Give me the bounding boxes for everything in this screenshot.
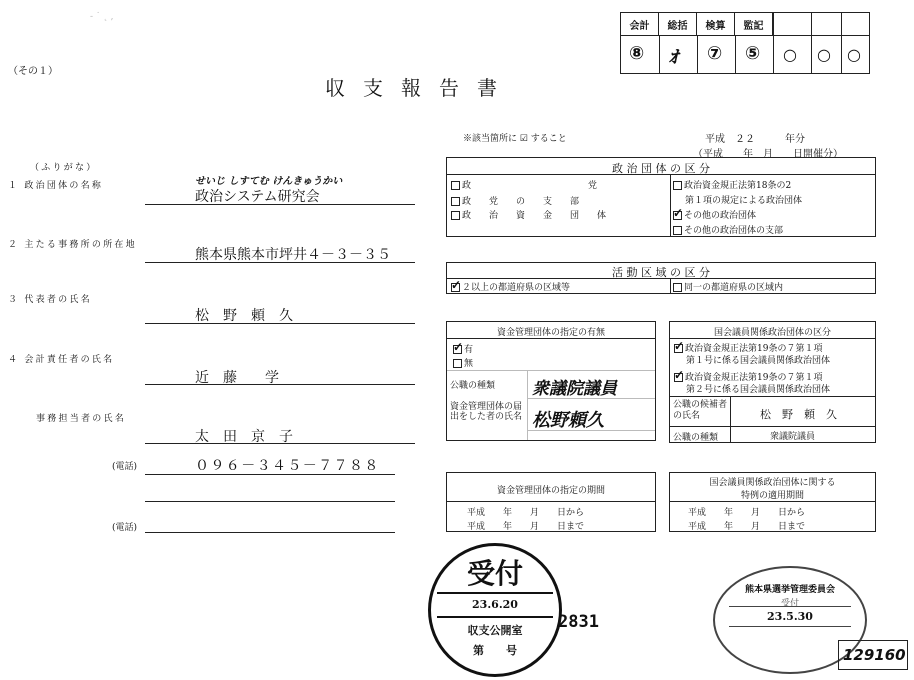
diet-title: 国会議員関係政治団体の区分	[713, 328, 831, 338]
diet-candidate-value: 松 野 頼 久	[760, 408, 837, 421]
diet-member-box	[669, 321, 876, 443]
special-period-to: 平成 年 月 日まで	[688, 522, 806, 532]
acct-label: ４ 会計責任者の氏名	[8, 355, 115, 365]
approval-header-3: 監記	[735, 13, 773, 35]
special-period-from: 平成 年 月 日から	[688, 508, 806, 518]
checkbox[interactable]	[673, 283, 682, 292]
approval-header-1: 総括	[659, 13, 697, 35]
diet-office-label: 公職の種類	[673, 433, 719, 443]
check-note: ※該当箇所に ☑ すること	[463, 134, 567, 144]
checkbox[interactable]	[451, 181, 460, 190]
checkbox-checked[interactable]	[453, 345, 462, 354]
stamp1-title: 受付	[466, 557, 523, 590]
period-sub: （平成 年 月 日開催分）	[693, 149, 843, 160]
approval-mark-3: ⑤	[745, 43, 761, 64]
period-year: 平成 ２２ 年分	[705, 134, 805, 145]
stamp1-no-label: 第 号	[473, 644, 517, 657]
fund-office-value: 衆議院議員	[532, 379, 617, 399]
category-left-1: 政 党 の 支 部	[462, 197, 580, 207]
clerk-value: 太 田 京 子	[195, 429, 293, 445]
stamp1-number: 2831	[558, 612, 599, 632]
fund-mgmt-title: 資金管理団体の指定の有無	[496, 328, 605, 338]
activity-right: 同一の都道府県の区域内	[684, 283, 784, 293]
page-label: （その１）	[8, 66, 58, 77]
furigana-label: （ふりがな）	[30, 163, 98, 173]
fund-yes: 有	[464, 345, 474, 355]
acct-value: 近 藤 学	[195, 370, 279, 386]
checkbox-checked[interactable]	[674, 373, 683, 382]
reception-stamp	[428, 543, 562, 677]
stamp2-mark: 受付	[780, 599, 799, 609]
doc-number: 129160	[843, 646, 906, 664]
rep-label: ３ 代表者の氏名	[8, 295, 92, 305]
stamp1-date: 23.6.20	[472, 598, 518, 611]
clerk-label: 事務担当者の氏名	[36, 414, 127, 424]
approval-mark-0: ⑧	[629, 43, 645, 64]
phone-label: (電話)	[112, 462, 138, 472]
approval-mark-1: ｵ	[669, 47, 678, 68]
category-left-2: 政 治 資 金 団 体	[462, 211, 607, 221]
category-left-0: 政 党	[462, 181, 598, 191]
checkbox[interactable]	[451, 197, 460, 206]
fund-office-label: 公職の種類	[450, 381, 496, 391]
stamp1-dept: 収支公開室	[467, 624, 523, 637]
approval-mark-5: ○	[817, 45, 831, 64]
doc-number-box	[838, 640, 908, 670]
checkbox[interactable]	[453, 359, 462, 368]
phone-value: ０９６－３４５－７７８８	[195, 458, 380, 474]
stamp2-org: 熊本県選挙管理委員会	[744, 585, 835, 595]
diet-opt1-a: 政治資金規正法第19条の７第１項	[685, 344, 823, 354]
fund-mgmt-box	[446, 321, 656, 441]
diet-candidate-label: 公職の候補者の氏名	[673, 400, 728, 421]
stamp2-date: 23.5.30	[767, 610, 813, 623]
fund-filer-label: 資金管理団体の届出をした者の氏名	[450, 402, 523, 422]
phone2-label: (電話)	[112, 523, 138, 533]
diet-opt1-b: 第１号に係る国会議員関係政治団体	[686, 356, 831, 366]
fund-no: 無	[464, 359, 474, 369]
approval-box	[620, 12, 870, 74]
activity-left: ２以上の都道府県の区域等	[462, 283, 571, 293]
diet-opt2-b: 第２号に係る国会議員関係政治団体	[686, 385, 831, 395]
approval-mark-4: ○	[783, 45, 797, 64]
checkbox-checked[interactable]	[451, 283, 460, 292]
org-name-value: 政治システム研究会	[195, 189, 320, 205]
category-title: 政 治 団 体 の 区 分	[612, 162, 710, 175]
checkbox[interactable]	[673, 181, 682, 190]
page-title: 収支報告書	[325, 76, 515, 100]
diet-opt2-a: 政治資金規正法第19条の７第１項	[685, 373, 823, 383]
fund-period-box	[446, 472, 656, 532]
diet-office-value: 衆議院議員	[770, 432, 816, 442]
scan-noise: - ˙ ˛ ,	[90, 12, 114, 22]
special-period-box	[669, 472, 876, 532]
rep-value: 松 野 頼 久	[195, 308, 293, 324]
activity-title: 活 動 区 域 の 区 分	[612, 266, 710, 279]
fund-period-title: 資金管理団体の指定の期間	[496, 486, 605, 496]
approval-mark-6: ○	[847, 45, 861, 64]
checkbox-checked[interactable]	[674, 344, 683, 353]
approval-header-0: 会計	[621, 13, 659, 35]
fund-filer-value: 松野頼久	[532, 410, 604, 431]
category-box	[446, 157, 876, 237]
approval-header-2: 検算	[697, 13, 735, 35]
office-value: 熊本県熊本市坪井４－３－３５	[195, 247, 391, 263]
office-label: ２ 主たる事務所の所在地	[8, 240, 137, 250]
fund-period-to: 平成 年 月 日まで	[467, 522, 585, 532]
approval-mark-2: ⑦	[707, 43, 723, 64]
furigana-value: せいじ しすてむ けんきゅうかい	[195, 176, 343, 187]
checkbox[interactable]	[673, 226, 682, 235]
category-right-3: その他の政治団体の支部	[684, 226, 784, 236]
special-period-title-b: 特例の適用期間	[740, 491, 804, 501]
checkbox[interactable]	[451, 211, 460, 220]
fund-period-from: 平成 年 月 日から	[467, 508, 585, 518]
checkbox-checked[interactable]	[673, 211, 682, 220]
category-right-0: 政治資金規正法第18条の2	[684, 181, 792, 191]
activity-box	[446, 262, 876, 294]
category-right-1: 第１項の規定による政治団体	[685, 196, 803, 206]
special-period-title-a: 国会議員関係政治団体に関する	[709, 478, 836, 488]
org-name-label: １ 政治団体の名称	[8, 181, 104, 191]
category-right-2: その他の政治団体	[684, 211, 757, 221]
